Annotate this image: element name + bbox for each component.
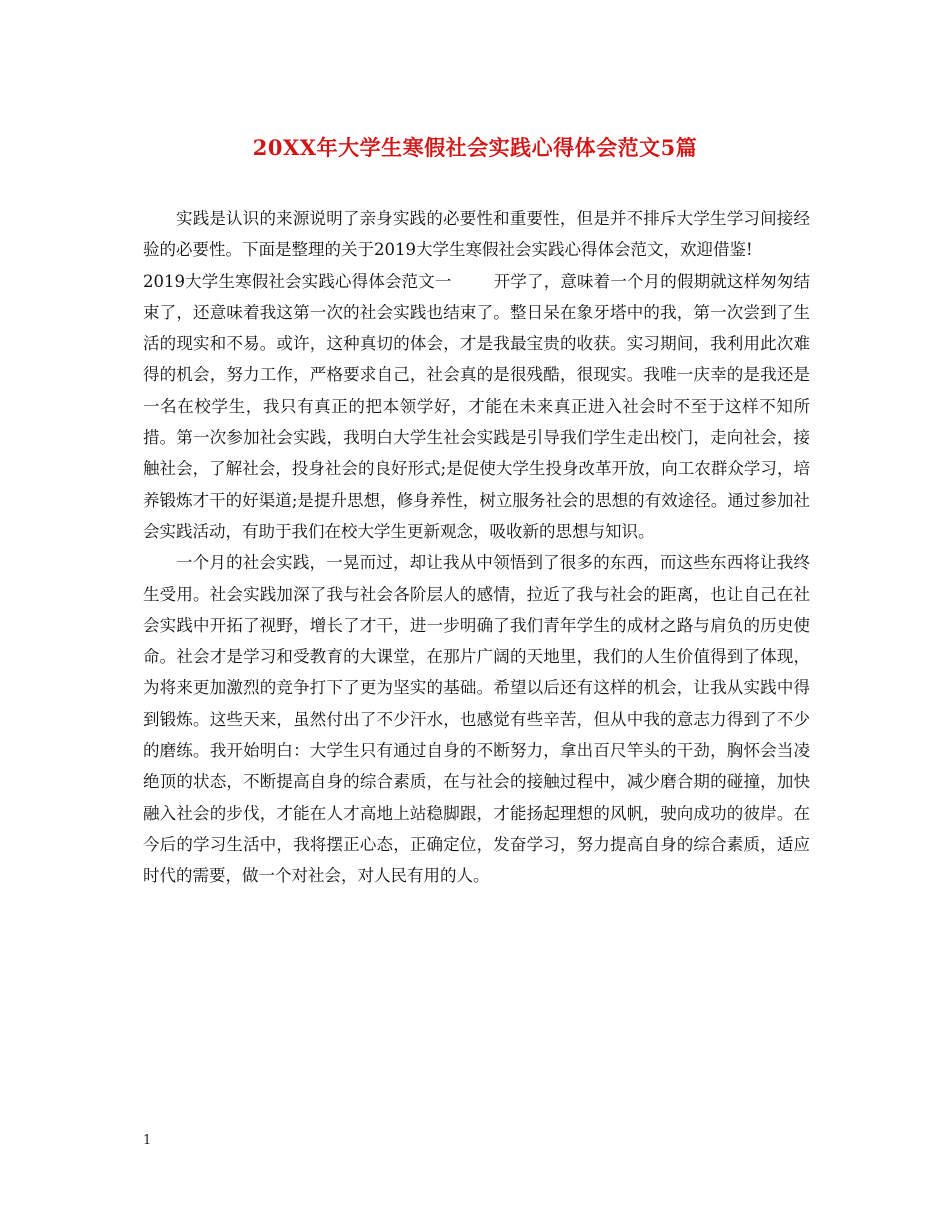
section1-paragraph-1 (143, 266, 810, 548)
section1-paragraph-2: 一个月的社会实践，一晃而过，却让我从中领悟到了很多的东西，而这些东西将让我终生受用。社会实践加深了我与社会各阶层人的感情，拉近了我与社会的距离，也让自己在社会实践中开拓了视野，增长了才干，进一步明确了我们青年学生的成材之路与肩负的历史使命。社会才是学习和受教育的大课堂，在那片广阔的天地里，我们的人生价值得到了体现，为将来更加激烈的竞争打下了更为坚实的基础。希望以后还有这样的机会，让我从实践中得到锻炼。这些天来，虽然付出了不少汗水，也感觉有些辛苦，但从中我的意志力得到了不少的磨练。我开始明白：大学生只有通过自身的不断努力，拿出百尺竿头的干劲，胸怀会当凌绝顶的状态，不断提高自身的综合素质，在与社会的接触过程中，减少磨合期的碰撞，加快融入社会的步伐，才能在人才高地上站稳脚跟，才能扬起理想的风帆，驶向成功的彼岸。在今后的学习生活中，我将摆正心态，正确定位，发奋学习，努力提高自身的综合素质，适应时代的需要，做一个对社会，对人民有用的人。 (143, 553, 810, 886)
section1-heading: 2019大学生寒假社会实践心得体会范文一 (143, 271, 452, 291)
document-body (143, 203, 810, 892)
section1-paragraph-1-text: 开学了，意味着一个月的假期就这样匆匆结束了，还意味着我这第一次的社会实践也结束了。整日呆在象牙塔中的我，第一次尝到了生活的现实和不易。或许，这种真切的体会，才是我最宝贵的收获。实习期间，我利用此次难得的机会，努力工作，严格要求自己，社会真的是很残酷，很现实。我唯一庆幸的是我还是一名在校学生，我只有真正的把本领学好，才能在未来真正进入社会时不至于这样不知所措。第一次参加社会实践，我明白大学生社会实践是引导我们学生走出校门，走向社会，接触社会，了解社会，投身社会的良好形式;是促使大学生投身改革开放，向工农群众学习，培养锻炼才干的好渠道;是提升思想，修身养性，树立服务社会的思想的有效途径。通过参加社会实践活动，有助于我们在校大学生更新观念，吸收新的思想与知识。 (143, 271, 810, 541)
intro-paragraph: 实践是认识的来源说明了亲身实践的必要性和重要性，但是并不排斥大学生学习间接经验的必要性。下面是整理的关于2019大学生寒假社会实践心得体会范文，欢迎借鉴! (143, 209, 810, 260)
page-number: 1 (143, 1133, 152, 1148)
document-title: 20XX年大学生寒假社会实践心得体会范文5篇 (252, 135, 698, 160)
